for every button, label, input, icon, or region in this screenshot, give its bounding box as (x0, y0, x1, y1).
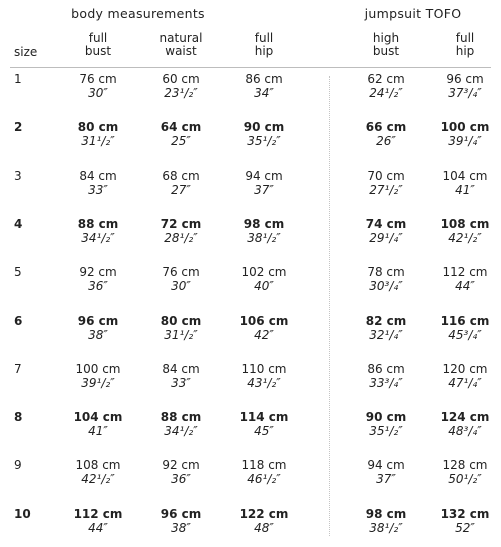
value-cm: 66 cm (365, 120, 407, 135)
value-cm: 70 cm (367, 168, 405, 183)
measurement-cell (244, 217, 285, 245)
value-inch: 40″ (254, 279, 274, 294)
value-inch: 52″ (455, 520, 475, 535)
value-inch: 44″ (88, 520, 108, 535)
table-row (0, 265, 501, 305)
value-cm: 84 cm (162, 361, 200, 376)
measurement-cell (240, 507, 289, 535)
value-inch: 27″ (171, 182, 191, 197)
measurement-cell (78, 120, 119, 148)
measurement-cell (161, 217, 202, 245)
measurement-cell (441, 217, 490, 245)
value-cm: 80 cm (77, 120, 119, 135)
column-header-natural-waist (160, 32, 203, 58)
value-inch: 26″ (376, 134, 396, 149)
size-label: 10 (14, 506, 31, 521)
column-header-garment-full-hip (456, 32, 475, 58)
table-row (0, 169, 501, 209)
measurement-cell (442, 265, 487, 293)
column-header-line: full (88, 31, 108, 45)
measurement-cell (240, 314, 289, 342)
group-title-body-measurements: body measurements (71, 6, 205, 21)
column-header-line: full (254, 31, 274, 45)
value-cm: 94 cm (367, 458, 405, 473)
size-label: 5 (14, 265, 22, 280)
value-inch: 48³/₄″ (448, 424, 482, 439)
value-inch: 46¹/₂″ (247, 472, 281, 487)
size-label: 2 (14, 120, 23, 135)
table-row (0, 410, 501, 450)
value-inch: 34¹/₂″ (81, 230, 115, 245)
measurement-cell (162, 169, 199, 197)
measurement-cell (241, 265, 286, 293)
measurement-cell (161, 507, 202, 535)
value-inch: 30³/₄″ (369, 279, 403, 294)
column-header-line: high (372, 31, 400, 45)
measurement-cell (75, 458, 120, 486)
value-cm: 64 cm (160, 120, 202, 135)
value-cm: 82 cm (365, 313, 407, 328)
measurement-cell (367, 265, 404, 293)
value-inch: 37³/₄″ (448, 86, 482, 100)
value-inch: 35¹/₂″ (369, 424, 403, 439)
value-inch: 44″ (455, 279, 475, 294)
measurement-cell (74, 410, 123, 438)
value-inch: 32¹/₄″ (369, 327, 403, 342)
value-inch: 38″ (171, 520, 191, 535)
measurement-cell (367, 72, 404, 100)
measurement-cell (241, 458, 286, 486)
value-cm: 120 cm (442, 361, 488, 376)
measurement-cell (366, 217, 407, 245)
value-cm: 78 cm (367, 265, 405, 280)
measurement-cell (240, 410, 289, 438)
value-cm: 104 cm (442, 168, 488, 183)
value-inch: 41″ (88, 424, 108, 439)
measurement-cell (75, 362, 120, 390)
value-inch: 31¹/₂″ (81, 134, 115, 149)
table-row (0, 72, 501, 112)
measurement-cell (244, 120, 285, 148)
measurement-cell (441, 507, 490, 535)
value-inch: 37″ (254, 182, 274, 197)
measurement-cell (79, 72, 116, 100)
value-cm: 112 cm (73, 506, 123, 521)
column-header-full-hip (255, 32, 274, 58)
measurement-cell (367, 458, 404, 486)
value-cm: 96 cm (446, 72, 484, 86)
value-inch: 38¹/₂″ (247, 230, 281, 245)
column-header-line: bust (372, 44, 400, 58)
measurement-cell (446, 72, 483, 100)
measurement-cell (162, 265, 199, 293)
value-cm: 96 cm (160, 506, 202, 521)
measurement-cell (78, 314, 119, 342)
measurement-cell (245, 169, 282, 197)
value-cm: 112 cm (442, 265, 488, 280)
value-cm: 86 cm (245, 72, 283, 86)
value-cm: 106 cm (239, 313, 289, 328)
value-cm: 100 cm (440, 120, 490, 135)
column-header-line: hip (455, 44, 475, 58)
value-inch: 33³/₄″ (369, 375, 403, 390)
column-header-line: bust (84, 44, 112, 58)
measurement-cell (367, 362, 404, 390)
value-inch: 23¹/₂″ (164, 86, 198, 100)
value-cm: 76 cm (79, 72, 117, 86)
measurement-cell (366, 314, 407, 342)
value-cm: 94 cm (245, 168, 283, 183)
value-inch: 48″ (254, 520, 274, 535)
value-inch: 27¹/₂″ (369, 182, 403, 197)
column-header-line: waist (165, 44, 197, 58)
value-cm: 76 cm (162, 265, 200, 280)
measurement-cell (442, 169, 487, 197)
measurement-cell (442, 362, 487, 390)
value-inch: 42¹/₂″ (81, 472, 115, 487)
size-label: 9 (14, 458, 22, 473)
value-cm: 114 cm (239, 410, 289, 425)
measurement-cell (245, 72, 282, 100)
size-label: 7 (14, 361, 22, 376)
value-inch: 29¹/₄″ (369, 230, 403, 245)
value-cm: 118 cm (241, 458, 287, 473)
size-label: 8 (14, 410, 23, 425)
value-cm: 132 cm (440, 506, 490, 521)
measurement-cell (79, 265, 116, 293)
value-cm: 88 cm (160, 410, 202, 425)
size-label: 1 (14, 72, 22, 86)
table-row (0, 217, 501, 257)
column-header-high-bust (373, 32, 399, 58)
value-cm: 84 cm (79, 168, 117, 183)
value-inch: 39¹/₂″ (81, 375, 115, 390)
value-inch: 36″ (171, 472, 191, 487)
value-cm: 60 cm (162, 72, 200, 86)
value-inch: 41″ (455, 182, 475, 197)
value-cm: 62 cm (367, 72, 405, 86)
value-cm: 98 cm (243, 216, 285, 231)
value-cm: 86 cm (367, 361, 405, 376)
measurement-cell (441, 314, 490, 342)
table-row (0, 314, 501, 354)
value-cm: 72 cm (160, 216, 202, 231)
value-cm: 92 cm (79, 265, 117, 280)
measurement-cell (162, 458, 199, 486)
measurement-cell (78, 217, 119, 245)
column-header-size: size (14, 45, 38, 59)
value-inch: 34″ (254, 86, 274, 100)
measurement-cell (241, 362, 286, 390)
measurement-cell (366, 120, 407, 148)
value-cm: 98 cm (365, 506, 407, 521)
value-inch: 36″ (88, 279, 108, 294)
table-row (0, 458, 501, 498)
header-divider (10, 67, 491, 68)
value-cm: 88 cm (77, 216, 119, 231)
value-cm: 104 cm (73, 410, 123, 425)
measurement-cell (366, 507, 407, 535)
value-inch: 28¹/₂″ (164, 230, 198, 245)
value-inch: 39¹/₄″ (448, 134, 482, 149)
value-cm: 108 cm (75, 458, 121, 473)
value-cm: 92 cm (162, 458, 200, 473)
column-header-full-bust (85, 32, 111, 58)
measurement-cell (161, 314, 202, 342)
value-cm: 110 cm (241, 361, 287, 376)
value-inch: 33″ (171, 375, 191, 390)
value-cm: 122 cm (239, 506, 289, 521)
measurement-cell (74, 507, 123, 535)
value-inch: 30″ (171, 279, 191, 294)
value-cm: 128 cm (442, 458, 488, 473)
value-inch: 30″ (88, 86, 108, 100)
measurement-cell (442, 458, 487, 486)
value-cm: 68 cm (162, 168, 200, 183)
column-header-line: hip (254, 44, 274, 58)
value-inch: 25″ (171, 134, 191, 149)
value-cm: 96 cm (77, 313, 119, 328)
value-inch: 31¹/₂″ (164, 327, 198, 342)
measurement-cell (161, 120, 202, 148)
measurement-cell (79, 169, 116, 197)
value-cm: 102 cm (241, 265, 287, 280)
value-inch: 42¹/₂″ (448, 230, 482, 245)
measurement-cell (162, 72, 199, 100)
value-cm: 100 cm (75, 361, 121, 376)
value-cm: 108 cm (440, 216, 490, 231)
column-header-line: natural (159, 31, 203, 45)
value-cm: 116 cm (440, 313, 490, 328)
value-inch: 50¹/₂″ (448, 472, 482, 487)
value-cm: 90 cm (243, 120, 285, 135)
measurement-cell (441, 120, 490, 148)
group-title-jumpsuit: jumpsuit TOFO (364, 6, 462, 21)
value-cm: 74 cm (365, 216, 407, 231)
measurement-cell (441, 410, 490, 438)
size-label: 4 (14, 216, 23, 231)
value-inch: 34¹/₂″ (164, 424, 198, 439)
value-inch: 38″ (88, 327, 108, 342)
value-cm: 90 cm (365, 410, 407, 425)
value-inch: 42″ (254, 327, 274, 342)
value-inch: 24¹/₂″ (369, 86, 403, 100)
measurement-cell (162, 362, 199, 390)
table-row (0, 362, 501, 402)
size-label: 6 (14, 313, 23, 328)
value-inch: 35¹/₂″ (247, 134, 281, 149)
value-inch: 37″ (376, 472, 396, 487)
value-inch: 45″ (254, 424, 274, 439)
measurement-cell (367, 169, 404, 197)
value-inch: 45³/₄″ (448, 327, 482, 342)
value-inch: 38¹/₂″ (369, 520, 403, 535)
measurement-cell (161, 410, 202, 438)
size-label: 3 (14, 168, 22, 183)
value-inch: 47¹/₄″ (448, 375, 482, 390)
value-cm: 124 cm (440, 410, 490, 425)
measurement-cell (366, 410, 407, 438)
value-cm: 80 cm (160, 313, 202, 328)
column-header-line: full (455, 31, 475, 45)
table-row (0, 120, 501, 160)
value-inch: 33″ (88, 182, 108, 197)
value-inch: 43¹/₂″ (247, 375, 281, 390)
